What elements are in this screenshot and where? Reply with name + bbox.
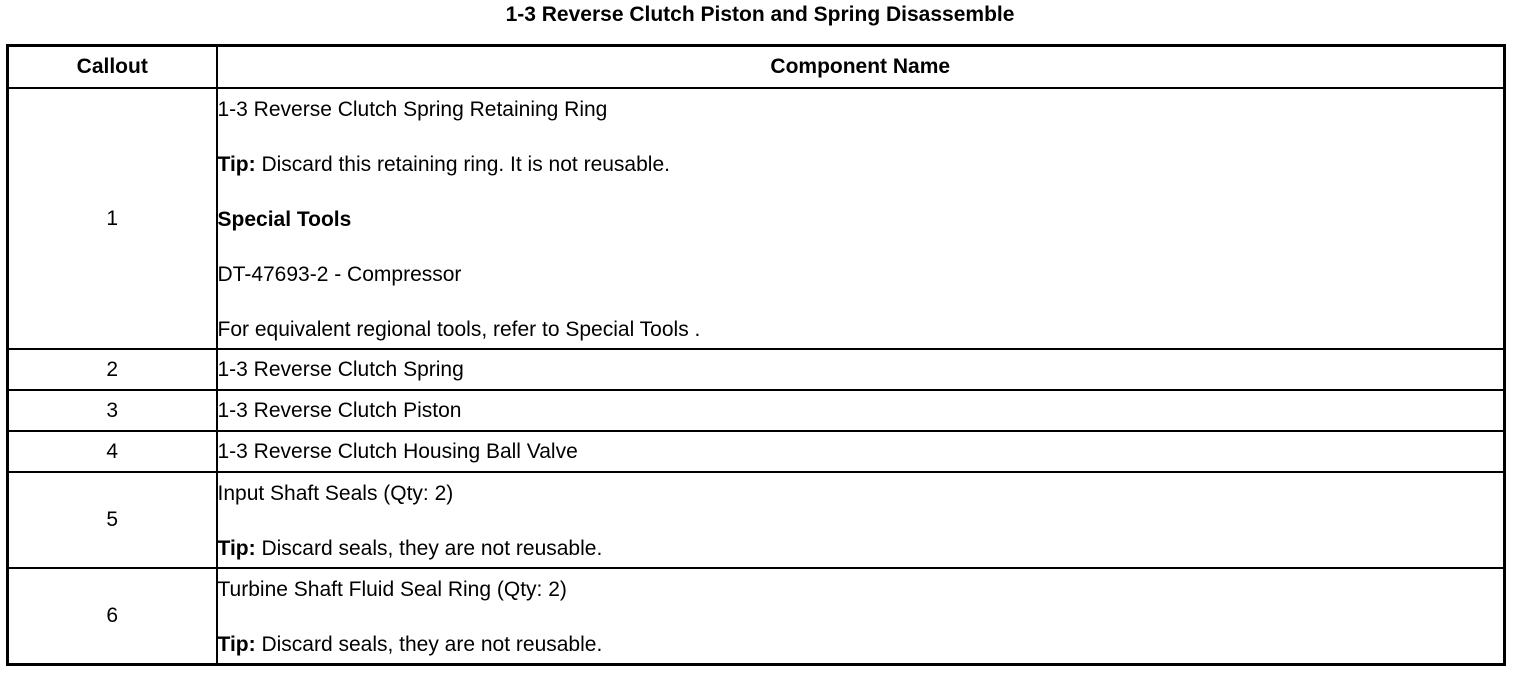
special-tool-item: DT-47693-2 - Compressor [217, 263, 462, 286]
component-name: 1-3 Reverse Clutch Housing Ball Valve [217, 431, 1505, 472]
tip-text: Discard this retaining ring. It is not reusable. [255, 153, 670, 176]
tip-text: Discard seals, they are not reusable. [255, 537, 603, 560]
table-row [8, 390, 1505, 431]
table-row [8, 349, 1505, 390]
table-row [8, 472, 1505, 568]
table-header-row [8, 46, 1505, 89]
tip-label: Tip: [217, 153, 256, 176]
component-name: 1-3 Reverse Clutch Spring Retaining Ring [217, 98, 608, 121]
component-cell [217, 88, 1505, 349]
table-row [8, 431, 1505, 472]
components-table [6, 44, 1506, 666]
callout-cell: 6 [8, 568, 217, 665]
tip-line [218, 633, 1504, 656]
regional-tools-note: For equivalent regional tools, refer to Special Tools . [217, 318, 701, 341]
callout-cell: 5 [8, 472, 217, 568]
callout-cell: 1 [8, 88, 217, 349]
component-cell [217, 568, 1505, 665]
tip-line [218, 153, 1504, 176]
page-title: 1-3 Reverse Clutch Piston and Spring Disassemble [505, 3, 1015, 26]
table-row [8, 568, 1505, 665]
component-name: Turbine Shaft Fluid Seal Ring (Qty: 2) [217, 578, 567, 601]
callout-cell: 4 [8, 431, 217, 472]
table-row [8, 88, 1505, 349]
component-cell [217, 472, 1505, 568]
callout-cell: 2 [8, 349, 217, 390]
callout-cell: 3 [8, 390, 217, 431]
component-name: Input Shaft Seals (Qty: 2) [217, 482, 454, 505]
tip-label: Tip: [217, 633, 256, 656]
tip-line [218, 537, 1504, 560]
component-name: 1-3 Reverse Clutch Piston [217, 390, 1505, 431]
column-header-component-name: Component Name [217, 46, 1505, 89]
column-header-callout: Callout [8, 46, 217, 89]
component-name: 1-3 Reverse Clutch Spring [217, 349, 1505, 390]
special-tools-heading: Special Tools [217, 208, 352, 231]
tip-label: Tip: [217, 537, 256, 560]
tip-text: Discard seals, they are not reusable. [255, 633, 603, 656]
